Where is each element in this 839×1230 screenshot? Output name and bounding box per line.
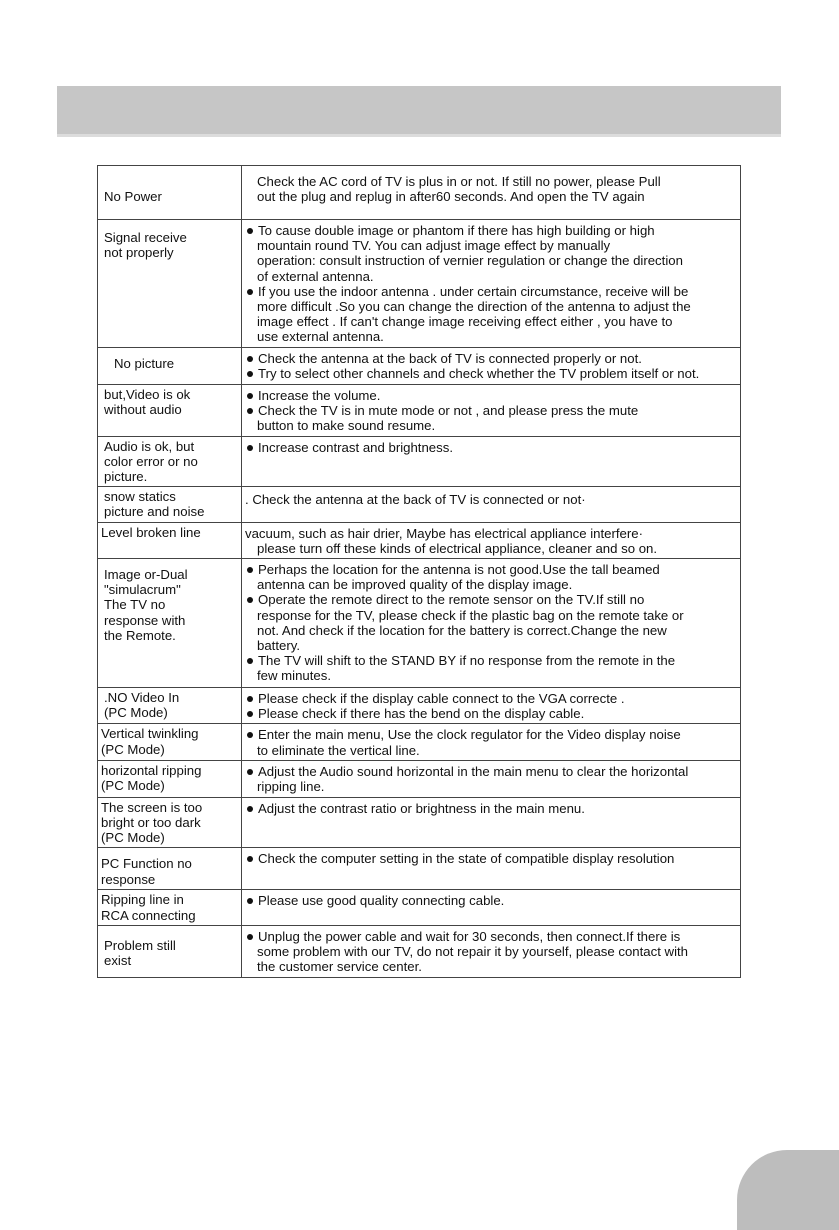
table-row [98,348,741,385]
solution-cell: Enter the main menu, Use the clock regulator for the Video display noise to eliminate the vertical line. [242,724,741,760]
solution-cell: Increase contrast and brightness. [242,436,741,487]
problem-cell: Level broken line [98,522,242,558]
problem-cell: .NO Video In (PC Mode) [98,688,242,724]
header-band [57,86,781,134]
table-row [98,688,741,724]
problem-cell: Ripping line in RCA connecting [98,890,242,925]
table-row [98,760,741,797]
table-row [98,797,741,848]
table-row [98,487,741,522]
table-row [98,890,741,925]
problem-cell: Image or-Dual "simulacrum" The TV no response with the Remote. [98,559,242,688]
solution-cell: Please use good quality connecting cable. [242,890,741,925]
table-row [98,559,741,688]
problem-cell: horizontal ripping (PC Mode) [98,760,242,797]
table-row [98,385,741,437]
troubleshooting-table [97,165,741,978]
table-row [98,166,741,220]
problem-cell: No picture [98,348,242,385]
solution-cell: Check the antenna at the back of TV is connected properly or not. Try to select other channels and check whether the TV problem itself or not. [242,348,741,385]
solution-cell: . Check the antenna at the back of TV is connected or not· [242,487,741,522]
problem-cell: Vertical twinkling (PC Mode) [98,724,242,760]
table-row [98,724,741,760]
solution-cell: Increase the volume. Check the TV is in mute mode or not , and please press the mute button to make sound resume. [242,385,741,437]
solution-cell: Check the computer setting in the state of compatible display resolution [242,848,741,890]
problem-cell: snow statics picture and noise [98,487,242,522]
solution-cell: To cause double image or phantom if there has high building or high mountain round TV. You can adjust image effect by manually operation: consult instruction of vernier regulation or change the direction of external antenna. If you use the indoor antenna . under certain circumstance, receive will be more difficult .So you can change the direction of the antenna to adjust the image effect . If can't change image receiving effect either , you have to use external antenna. [242,220,741,348]
problem-cell: Problem still exist [98,925,242,977]
problem-cell: Audio is ok, but color error or no picture. [98,436,242,487]
solution-cell: Adjust the Audio sound horizontal in the main menu to clear the horizontal ripping line. [242,760,741,797]
solution-cell: Adjust the contrast ratio or brightness in the main menu. [242,797,741,848]
table-row [98,522,741,558]
solution-cell: vacuum, such as hair drier, Maybe has electrical appliance interfere· please turn off these kinds of electrical appliance, cleaner and so on. [242,522,741,558]
solution-cell: Please check if the display cable connect to the VGA correcte . Please check if there has the bend on the display cable. [242,688,741,724]
problem-cell: The screen is too bright or too dark (PC Mode) [98,797,242,848]
table-row [98,925,741,977]
problem-cell: No Power [98,166,242,220]
page-number-tab [737,1150,839,1230]
solution-cell: Unplug the power cable and wait for 30 seconds, then connect.If there is some problem with our TV, do not repair it by yourself, please contact with the customer service center. [242,925,741,977]
table-row [98,848,741,890]
problem-cell: Signal receive not properly [98,220,242,348]
problem-cell: PC Function no response [98,848,242,890]
solution-cell: Check the AC cord of TV is plus in or not. If still no power, please Pull out the plug and replug in after60 seconds. And open the TV again [242,166,741,220]
table-row [98,220,741,348]
problem-cell: but,Video is ok without audio [98,385,242,437]
solution-cell: Perhaps the location for the antenna is not good.Use the tall beamed antenna can be improved quality of the display image. Operate the remote direct to the remote sensor on the TV.If still no response for the TV, please check if the plastic bag on the remote take or not. And check if the location for the battery is correct.Change the new battery. The TV will shift to the STAND BY if no response from the remote in the few minutes. [242,559,741,688]
table-row [98,436,741,487]
